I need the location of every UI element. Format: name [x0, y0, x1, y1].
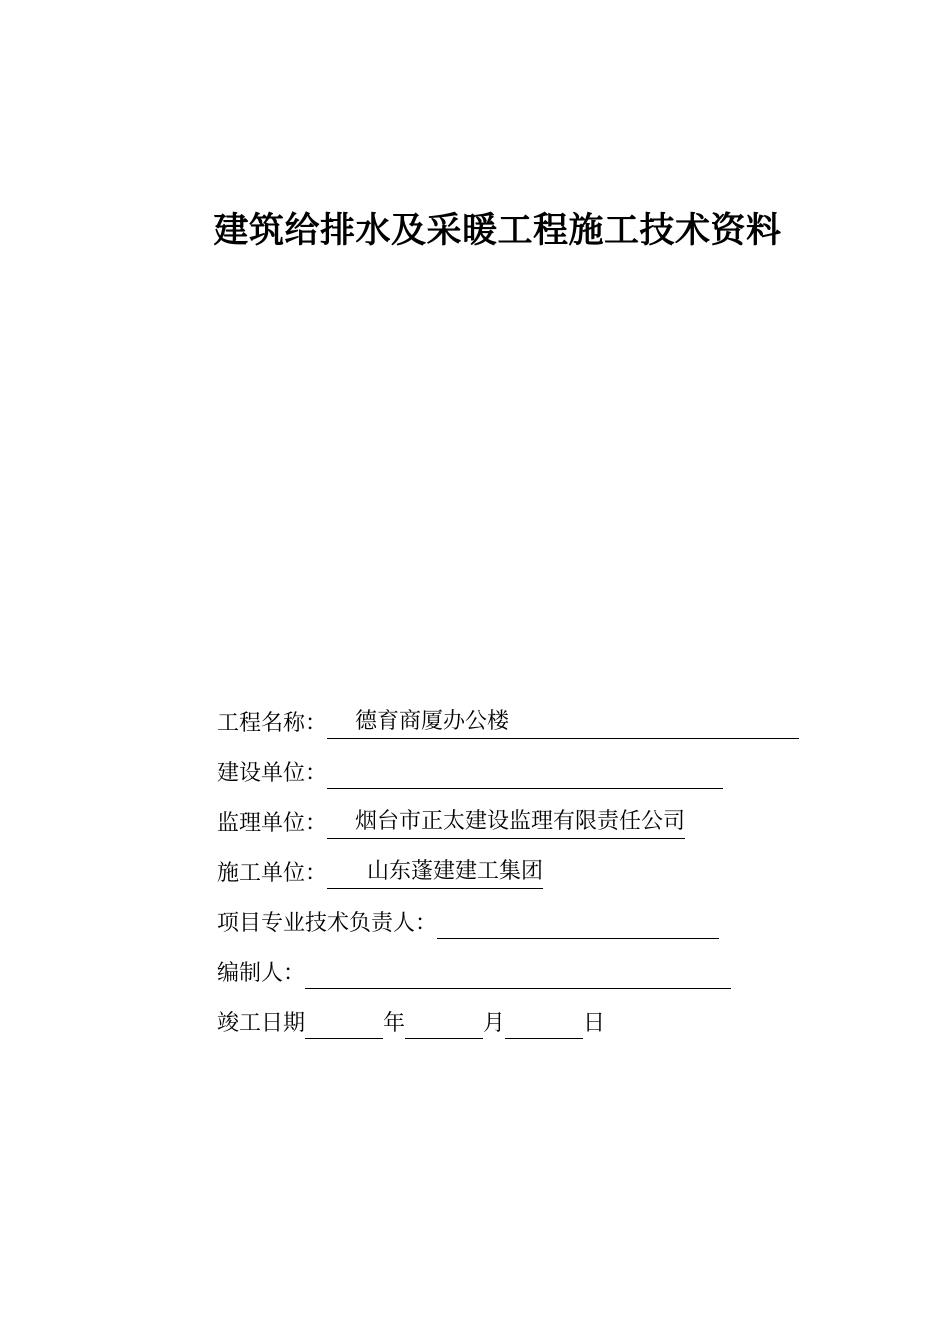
field-technical-lead	[217, 905, 719, 943]
field-value[interactable]: 德育商厦办公楼	[327, 705, 799, 739]
field-label: 项目专业技术负责人：	[217, 911, 438, 936]
field-project-name	[217, 705, 799, 743]
field-label: 工程名称：	[217, 711, 328, 736]
month-label: 月	[483, 1011, 506, 1036]
field-value[interactable]: 烟台市正太建设监理有限责任公司	[327, 805, 685, 839]
field-label: 施工单位：	[217, 861, 328, 886]
day-input[interactable]	[505, 1005, 583, 1039]
field-builder-unit	[217, 855, 543, 893]
year-input[interactable]	[305, 1005, 383, 1039]
day-label: 日	[583, 1011, 606, 1036]
field-label: 监理单位：	[217, 811, 328, 836]
month-input[interactable]	[405, 1005, 483, 1039]
field-value[interactable]	[305, 955, 731, 989]
field-construction-unit	[217, 755, 723, 793]
field-compiler	[217, 955, 731, 993]
document-title: 建筑给排水及采暖工程施工技术资料	[213, 210, 782, 251]
field-supervision-unit	[217, 805, 685, 843]
field-value[interactable]	[327, 755, 723, 789]
field-value[interactable]	[437, 905, 719, 939]
field-completion-date	[217, 1005, 605, 1043]
field-label: 建设单位：	[217, 761, 328, 786]
year-label: 年	[383, 1011, 406, 1036]
field-value[interactable]: 山东蓬建建工集团	[327, 855, 543, 889]
completion-date-label: 竣工日期	[217, 1011, 306, 1036]
field-label: 编制人：	[217, 961, 306, 986]
